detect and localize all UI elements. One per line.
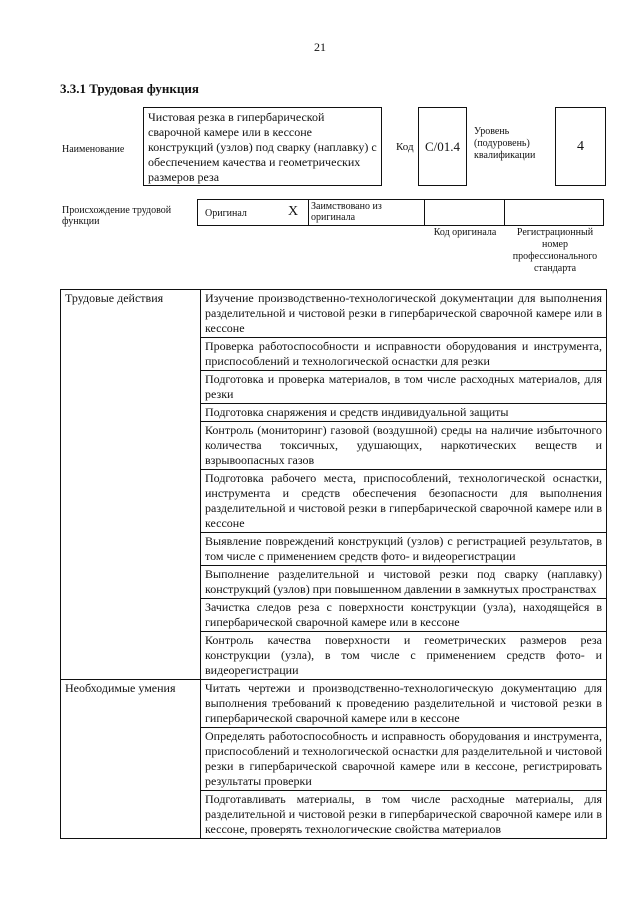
name-label: Наименование	[62, 144, 125, 155]
table-cell-item: Изучение производственно-технологической документации для выполнения разделительной и чистовой резки в гипербарической сварочной камере или в кессоне	[201, 290, 607, 338]
function-table	[60, 289, 607, 839]
section-heading: 3.3.1 Трудовая функция	[60, 81, 199, 96]
table-cell-item: Выполнение разделительной и чистовой резки под сварку (наплавку) конструкций (узлов) при повышенном давлении в замкнутых пространствах	[201, 566, 607, 599]
borrowed-label: Заимствовано из оригинала	[311, 201, 382, 223]
table-row	[61, 290, 607, 338]
table-cell-item: Подготовка рабочего места, приспособлений, технологической оснастки, инструмента и средств обеспечения безопасности для выполнения разделительной и чистовой резки в гипербарической сварочной камере или в кессоне	[201, 470, 607, 533]
code-label: Код	[396, 141, 414, 153]
code-value-box: C/01.4	[418, 107, 467, 186]
borrowed-cell	[308, 200, 425, 225]
table-cell-item: Подготавливать материалы, в том числе расходные материалы, для разделительной и чистовой резки в гипербарической сварочной камере или в кессоне, проверять технологические свойства материалов	[201, 791, 607, 839]
origin-label: Происхождение трудовой функции	[62, 205, 172, 227]
table-row	[61, 680, 607, 728]
origin-row	[197, 199, 604, 226]
original-mark: X	[288, 204, 299, 219]
reg-number-cell	[504, 200, 604, 225]
table-cell-item: Читать чертежи и производственно-технологическую документацию для выполнения требований к проведению разделительной и чистовой резки в гипербарической сварочной камере или в кессоне	[201, 680, 607, 728]
table-cell-item: Определять работоспособность и исправность оборудования и инструмента, приспособлений и технологической оснастки для разделительной и чистовой резки в гипербарической сварочной камере или в кессоне, регистрировать результаты проверки	[201, 728, 607, 791]
function-name-box: Чистовая резка в гипербарической сварочной камере или в кессоне конструкций (узлов) под сварку (наплавку) с обеспечением качества и геометрических размеров реза	[143, 107, 382, 186]
original-cell	[198, 200, 309, 225]
page-number: 21	[314, 40, 326, 54]
group-label: Трудовые действия	[61, 290, 201, 680]
table-cell-item: Выявление повреждений конструкций (узлов) с регистрацией результатов, в том числе с применением средств фото- и видеорегистрации	[201, 533, 607, 566]
table-cell-item: Подготовка снаряжения и средств индивидуальной защиты	[201, 404, 607, 422]
table-cell-item: Контроль качества поверхности и геометрических размеров реза конструкции (узла), в том числе с применением средств фото- и видеорегистрации	[201, 632, 607, 680]
table-cell-item: Подготовка и проверка материалов, в том числе расходных материалов, для резки	[201, 371, 607, 404]
table-cell-item: Проверка работоспособности и исправности оборудования и инструмента, приспособлений и технологической оснастки для резки	[201, 338, 607, 371]
code-caption: Код оригинала	[433, 227, 497, 238]
level-label: Уровень (подуровень) квалификации	[474, 126, 536, 161]
level-value-box: 4	[555, 107, 606, 186]
group-label: Необходимые умения	[61, 680, 201, 839]
original-label: Оригинал	[205, 208, 247, 219]
table-cell-item: Контроль (мониторинг) газовой (воздушной) среды на наличие избыточного количества токсичных, удушающих, наркотических веществ и взрывоопасных газов	[201, 422, 607, 470]
original-code-cell	[424, 200, 505, 225]
reg-caption: Регистрационный номер профессионального стандарта	[512, 227, 598, 274]
table-cell-item: Зачистка следов реза с поверхности конструкции (узла), находящейся в гипербарической сварочной камере или в кессоне	[201, 599, 607, 632]
